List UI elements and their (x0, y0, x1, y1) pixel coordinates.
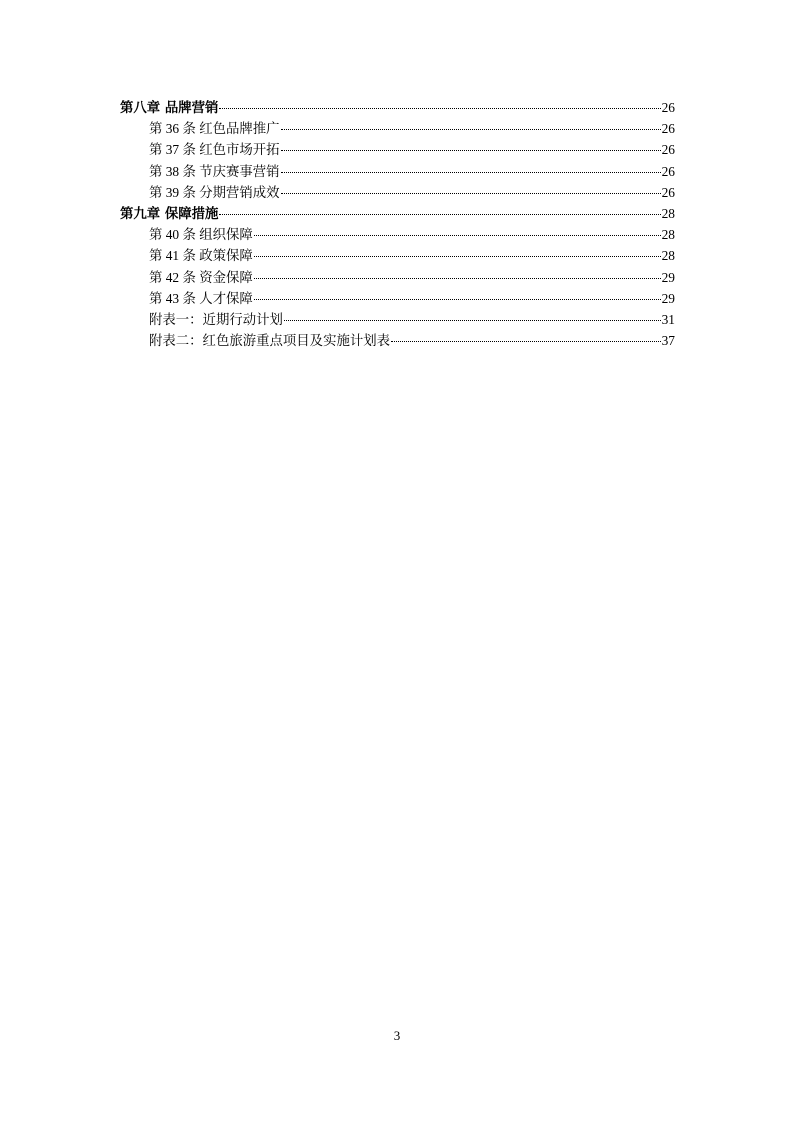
toc-entry-label: 附表二：红色旅游重点项目及实施计划表 (149, 333, 391, 349)
dot-leader (281, 129, 661, 130)
dot-leader (254, 278, 661, 279)
toc-entry-page: 26 (661, 142, 675, 158)
toc-entry-article-36[interactable] (120, 118, 675, 139)
toc-entry-page: 29 (661, 269, 675, 285)
toc-entry-label: 附表一：近期行动计划 (149, 311, 283, 327)
toc-entry-page: 26 (661, 163, 675, 179)
dot-leader (281, 172, 661, 173)
toc-entry-page: 26 (661, 184, 675, 200)
toc-entry-page: 28 (661, 248, 675, 264)
dot-leader (254, 235, 661, 236)
dot-leader (254, 256, 661, 257)
toc-entry-label: 第 43 条 人才保障 (149, 290, 253, 306)
toc-entry-article-39[interactable] (120, 182, 675, 203)
toc-entry-page: 31 (661, 311, 675, 327)
toc-entry-article-40[interactable] (120, 224, 675, 245)
toc-entry-article-37[interactable] (120, 139, 675, 160)
toc-entry-article-38[interactable] (120, 161, 675, 182)
toc-entry-label: 第 40 条 组织保障 (149, 227, 253, 243)
dot-leader (281, 150, 661, 151)
toc-entry-page: 37 (661, 333, 675, 349)
toc-entry-label: 第九章 保障措施 (120, 206, 219, 222)
table-of-contents (120, 97, 675, 351)
dot-leader (254, 299, 661, 300)
toc-entry-page: 26 (661, 121, 675, 137)
toc-entry-page: 28 (661, 205, 675, 221)
toc-entry-label: 第八章 品牌营销 (120, 101, 219, 116)
toc-entry-chapter-9[interactable] (120, 203, 675, 224)
toc-entry-label: 第 36 条 红色品牌推广 (149, 121, 280, 137)
dot-leader (284, 320, 661, 321)
toc-entry-article-41[interactable] (120, 245, 675, 266)
dot-leader (391, 341, 661, 342)
toc-entry-label: 第 37 条 红色市场开拓 (149, 142, 280, 158)
toc-entry-page: 28 (661, 227, 675, 243)
toc-entry-chapter-8[interactable] (120, 97, 675, 118)
dot-leader (281, 193, 661, 194)
toc-entry-page: 29 (661, 290, 675, 306)
toc-entry-article-42[interactable] (120, 267, 675, 288)
dot-leader (219, 214, 660, 215)
toc-entry-label: 第 39 条 分期营销成效 (149, 184, 280, 200)
toc-entry-appendix-2[interactable] (120, 330, 675, 351)
toc-entry-appendix-1[interactable] (120, 309, 675, 330)
toc-entry-label: 第 42 条 资金保障 (149, 269, 253, 285)
dot-leader (219, 108, 660, 109)
toc-entry-label: 第 38 条 节庆赛事营销 (149, 163, 280, 179)
toc-entry-label: 第 41 条 政策保障 (149, 248, 253, 264)
page-number: 3 (393, 1028, 401, 1043)
toc-entry-article-43[interactable] (120, 288, 675, 309)
toc-entry-page: 26 (661, 100, 675, 115)
